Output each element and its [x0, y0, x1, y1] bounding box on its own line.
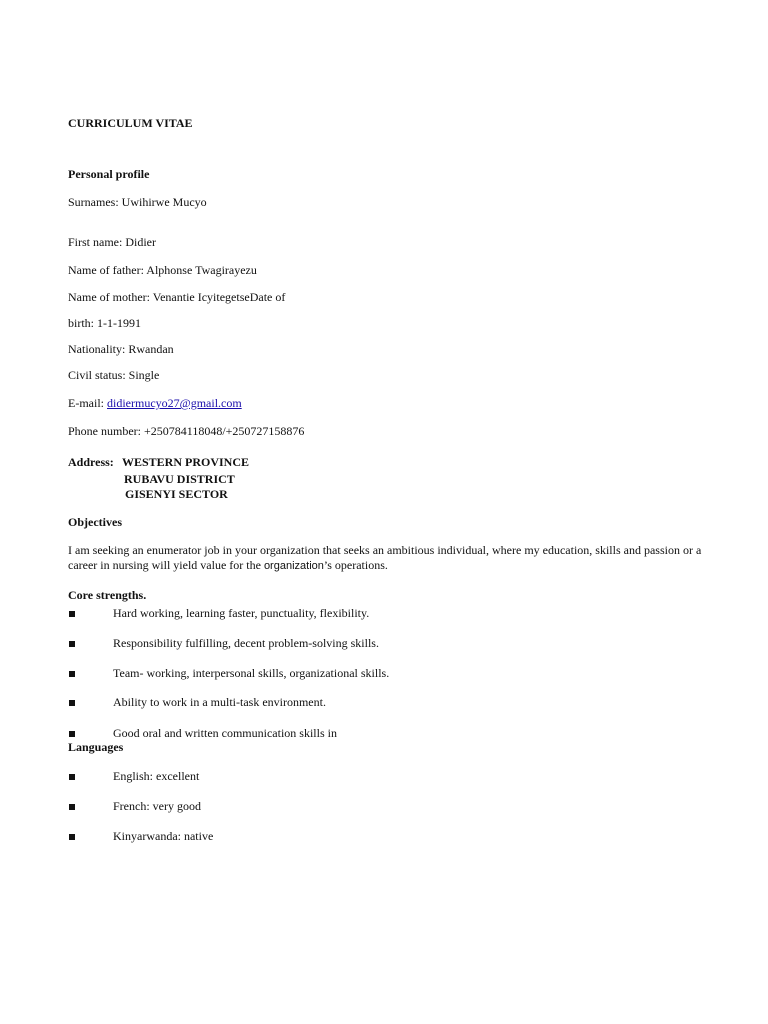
list-item-text: Good oral and written communication skills in: [113, 726, 337, 740]
document-title: CURRICULUM VITAE: [68, 116, 193, 130]
list-item: [68, 636, 379, 650]
address-line-1: WESTERN PROVINCE: [122, 455, 250, 469]
bullet-square-icon: [69, 641, 75, 647]
list-item: [68, 606, 370, 620]
nationality-line: Nationality: Rwandan: [68, 342, 174, 356]
list-item-text: French: very good: [113, 799, 201, 813]
list-item: [68, 769, 200, 783]
bullet-square-icon: [69, 834, 75, 840]
list-item-text: Kinyarwanda: native: [113, 829, 214, 843]
bullet-square-icon: [69, 671, 75, 677]
address-line-2: RUBAVU DISTRICT: [124, 472, 235, 486]
objectives-text-organization: organization: [263, 560, 324, 572]
personal-profile-heading: Personal profile: [68, 167, 150, 181]
mother-name-line: Name of mother: Venantie IcyitegetseDate of: [68, 290, 286, 304]
list-item: [68, 666, 390, 680]
list-item: [68, 695, 326, 709]
core-strengths-heading: Core strengths.: [68, 588, 147, 602]
phone-line: Phone number: +250784118048/+250727158876: [68, 424, 305, 438]
list-item-text: English: excellent: [113, 769, 200, 783]
objectives-heading: Objectives: [68, 515, 122, 529]
list-item: [68, 799, 201, 813]
birth-date-line: birth: 1-1-1991: [68, 316, 141, 330]
email-line: [68, 396, 242, 410]
list-item-text: Team- working, interpersonal skills, organizational skills.: [113, 666, 390, 680]
list-item-text: Ability to work in a multi-task environment.: [113, 695, 326, 709]
objectives-text-start: I am seeking an enumerator job in your organization that seeks an ambitious individual, where my education, skills and passion or a career in nursing will yield value for the: [68, 543, 702, 572]
bullet-square-icon: [69, 804, 75, 810]
bullet-square-icon: [69, 774, 75, 780]
surnames-line: Surnames: Uwihirwe Mucyo: [68, 195, 207, 209]
list-item-text: Responsibility fulfilling, decent problem-solving skills.: [113, 636, 379, 650]
civil-status-line: Civil status: Single: [68, 368, 160, 382]
objectives-text: [68, 543, 728, 574]
father-name-line: Name of father: Alphonse Twagirayezu: [68, 263, 257, 277]
first-name-line: First name: Didier: [68, 235, 156, 249]
languages-heading: Languages: [68, 740, 124, 754]
list-item: [68, 726, 337, 740]
email-link[interactable]: didiermucyo27@gmail.com: [107, 396, 242, 410]
bullet-square-icon: [69, 731, 75, 737]
list-item-text: Hard working, learning faster, punctuality, flexibility.: [113, 606, 370, 620]
address-line-3: GISENYI SECTOR: [125, 487, 228, 501]
objectives-text-end: ’s operations.: [323, 558, 388, 572]
bullet-square-icon: [69, 611, 75, 617]
list-item: [68, 829, 214, 843]
address-label: Address:: [68, 455, 114, 469]
email-label: E-mail:: [68, 396, 107, 410]
bullet-square-icon: [69, 700, 75, 706]
